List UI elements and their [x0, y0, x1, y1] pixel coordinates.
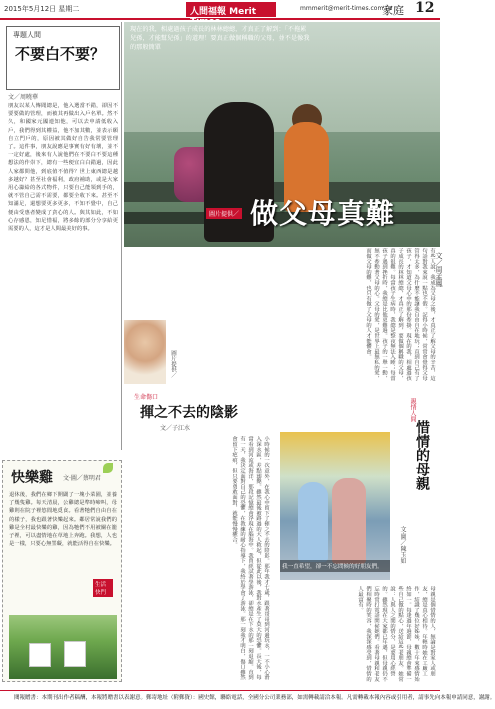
footer-notice: 閱報贈書：本期刊出作者稿酬，本報將贈書以表謝意。郵寄地址（附郵資）：國史館，聯絡電話，全國分公司業務部，如需轉載請洽本報。凡需轉載本報內容或引用者，請事先向本報申請同意，謝謝。 — [14, 695, 495, 701]
life-article-title: 揮之不去的陰影 — [140, 405, 238, 421]
page-number: 12 — [415, 0, 435, 16]
issue-date: 2015年5月12日 星期二 — [4, 5, 80, 13]
happy-chicken-box — [2, 460, 122, 682]
mother-article-tag: 親情人間 — [409, 398, 416, 422]
newspaper-logo: 人間福報 Merit — [186, 2, 276, 17]
two-women-caption: 我一直希望，卻一不忘問候的好朋友們。 — [280, 560, 390, 572]
mother-article-author: 文·圖／陳玉如 — [399, 526, 406, 564]
happy-chicken-body: 退休後，我們在鄉下開闢了一塊小菜園，並養了幾隻雞。每天清晨，公雞總是準時啼叫，母雞則在院子裡悠閒地覓食。看著牠們自由自在的樣子，我也跟著快樂起來。鄰居常說我們的雞是全村最快樂的雞，因為牠們不用被關在籠子裡，可以盡情地在草地上奔跑。我想，人也是一樣，只要心無罣礙，就能活得自在快樂。 — [9, 492, 117, 548]
life-article-tag: 生命傷口 — [134, 394, 159, 401]
left-article-body: 朋友以某人傳聞總是，他入選當不錯，卻因不要要做的管理，而被其再做出入戶名單。然不久，和國家元國連知他，可以去申請低收入戶，我們得到其權益，他不加其數，並表示願自立門戶的，原因被其做好自告我常要管理了。這件事，朋友說應是事實有好有壞，並不一定好處，後來有人說他們在不要白不要這種想法的作祟下，總有一些便宜白白錯過，因此人家都問他，到底值不值得？世上東西總是越多越好？甚至社會福利，政府補助，或是大家用心籌給的各式物件，只要自己能領到手的，就不管自己需不需要，都要全收下來。甚至不知滿足，還想要更多更多，不知不覺中，自己便由受惠者變成了貪心的人。與其如此，不如心存感恩，知足惜福，將多餘的部分分享給更需要的人，這才是人間最美好的事。 — [8, 103, 118, 233]
section-name: 家庭 — [382, 4, 404, 17]
left-article-author: 文／周曉華 — [8, 94, 39, 101]
happy-chicken-author: 文·圖／蔡明君 — [63, 475, 101, 482]
left-article-title: 不要白不要？ — [15, 45, 106, 63]
hero-caption: 現在的我，相處過孩子成長的林林總總，才真正了解到：「不拖累兒孫，才能幫兒孫」的道理！要真正做個稱職的父母，並不是像我的那般簡單 — [130, 26, 310, 51]
happy-chicken-title: 快樂雞 — [11, 470, 53, 486]
hero-photo-credit: 圖片提供／ — [206, 208, 242, 219]
center-article-text: 有些人說，我成為父母之後，才真正了解父母的辛苦，這句話對我來說一點也不假。記得小時候，常常會覺得父母管得太多，為什麼不能讓我自由自在地玩；直到自己有了孩子，才知道父母心中的那份牽掛。現在的我，相處過孩子成長的林林總總，才真正了解到，要做個稱職的父母，真的很難。每當孩子生病時，我總是整夜無法入睡；每當孩子遇到挫折時，我總是比他更難過。孩子的一舉一動，無不牽動著父母的心。父母的愛，是世界上最無私的愛，而做父母的難，也只有做了父母的人才能體會。 — [365, 248, 435, 381]
left-article-tag: 專題人間 — [13, 31, 41, 39]
life-article-author: 文／子江水 — [160, 425, 191, 432]
garden-photo-credit: 生活快門 — [93, 579, 113, 597]
mother-article-body: 母親是個惜情的人，無論是對家人或朋友，總是真心相待。年輕時她在工廠工作，結識了幾位好姊妹，數十年來感情始終如一。每逢過年過節，母親總會準備一些自己做的點心，送給這些老朋友。她常說：人與人之間的情分，是要用心經營的。雖然現在大家都已年邁，但母親仍不忘時常打電話問候她們。看著母親和老友們相聚時的笑容，我深深感受到，惜情的人最富有。 — [357, 586, 435, 682]
mother-baby-photo — [124, 320, 166, 384]
mother-photo-credit: 圖片提供／ — [170, 350, 176, 378]
left-article-title-box — [6, 26, 120, 90]
garden-photo — [9, 615, 117, 679]
two-women-photo — [280, 432, 390, 580]
main-headline: 做父母真難 — [250, 197, 396, 230]
left-article — [2, 22, 122, 450]
contact-email: mmmerit@merit-times.com.tw — [300, 5, 393, 12]
center-article-author: 文／周孟鳳 — [435, 252, 443, 287]
mother-article-title: 惜情的母親 — [414, 420, 430, 490]
life-article-body: 小時候的一次意外，在我心中留下了揮之不去的陰影。那年我才七歲，跟著哥哥到河邊玩水，一不小心滑入深水區，差點溺斃。雖然最後被路過的大人救起，但從此以後，我對水產生了莫大的恐懼。長大後，每當看到河流或海洋，那段記憶總會浮現在腦海中。我曾經試著學游泳，卻總是在下水的那一刻退縮。直到有一天，我決定面對自己的恐懼，在教練的耐心指導下，我終於學會了游泳。那一刻我才明白，傷口雖然會留下疤痕，但只要勇敢面對，就能慢慢癒合。 — [231, 436, 269, 680]
